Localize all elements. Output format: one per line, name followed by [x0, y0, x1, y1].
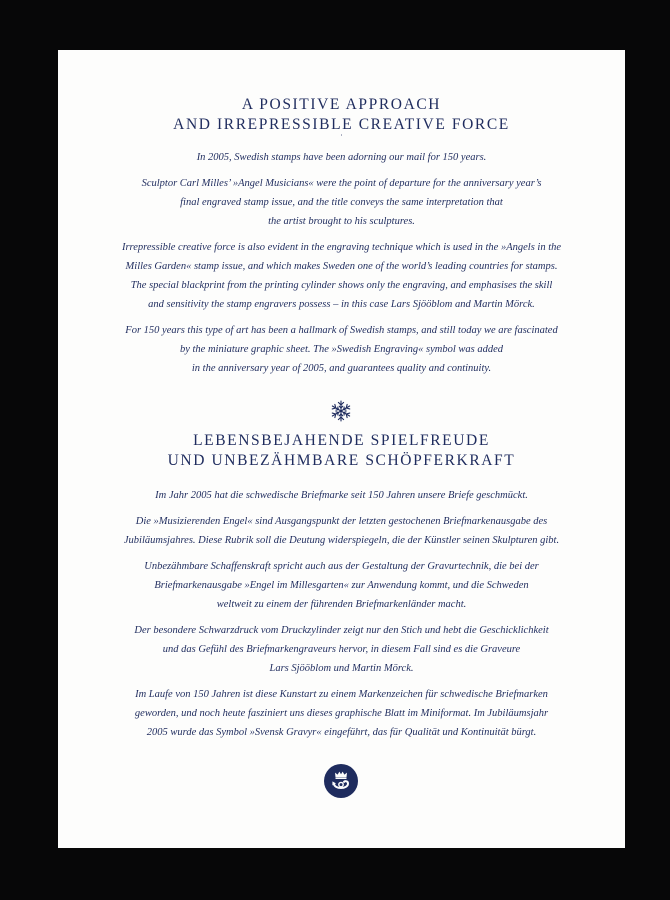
text-line: Lars Sjööblom und Martin Mörck.	[269, 663, 414, 674]
text-line: Sculptor Carl Milles’ »Angel Musicians« were the point of departure for the anniversary year’s	[141, 178, 542, 189]
posten-logo-icon	[324, 764, 358, 798]
text-line: Im Laufe von 150 Jahren ist diese Kunstart zu einem Markenzeichen für schwedische Briefmarken	[135, 689, 548, 700]
german-paragraph	[80, 486, 603, 505]
text-line: Die »Musizierenden Engel« sind Ausgangspunkt der letzten gestochenen Briefmarkenausgabe des	[135, 516, 548, 527]
english-title-line-2: AND IRREPRESSIBLE CREATIVE FORCE	[173, 116, 510, 133]
text-line: the artist brought to his sculptures.	[268, 216, 415, 227]
text-line: Jubiläumsjahres. Diese Rubrik soll die Deutung widerspiegeln, die der Künstler seinen Skulpturen gibt.	[123, 535, 560, 546]
text-line: and sensitivity the stamp engravers possess – in this case Lars Sjööblom and Martin Mörck.	[148, 299, 535, 310]
text-line: Irrepressible creative force is also evident in the engraving technique which is used in the »Angels in the	[121, 242, 562, 253]
text-line: in the anniversary year of 2005, and guarantees quality and continuity.	[191, 363, 492, 374]
text-line: The special blackprint from the printing cylinder shows only the engraving, and emphasises the skill	[130, 280, 553, 291]
german-title-line-1: LEBENSBEJAHENDE SPIELFREUDE	[193, 432, 490, 449]
text-line: Der besondere Schwarzdruck vom Druckzylinder zeigt nur den Stich und hebt die Geschicklichkeit	[134, 625, 549, 636]
separator-dot: ·	[340, 131, 343, 140]
text-line: For 150 years this type of art has been a hallmark of Swedish stamps, and still today we are fascinated	[125, 325, 558, 336]
english-title-line-1: A POSITIVE APPROACH	[241, 96, 442, 113]
info-card	[58, 50, 625, 848]
text-line: und das Gefühl des Briefmarkengraveurs hervor, in diesem Fall sind es die Graveure	[162, 644, 521, 655]
german-paragraph	[80, 621, 603, 678]
text-line: geworden, und noch heute fasziniert uns dieses graphische Blatt im Miniformat. Im Jubiläumsjahr	[134, 708, 549, 719]
english-paragraph	[80, 238, 603, 314]
text-line: Unbezähmbare Schaffenskraft spricht auch aus der Gestaltung der Gravurtechnik, die bei der	[144, 561, 539, 572]
english-title	[58, 95, 625, 135]
text-line: final engraved stamp issue, and the title conveys the same interpretation that	[180, 197, 503, 208]
german-paragraph	[80, 512, 603, 550]
english-paragraph	[80, 148, 603, 167]
german-title-line-2: UND UNBEZÄHMBARE SCHÖPFERKRAFT	[167, 452, 516, 469]
text-line: Im Jahr 2005 hat die schwedische Briefmarke seit 150 Jahren unsere Briefe geschmückt.	[155, 490, 528, 501]
english-paragraph	[80, 321, 603, 378]
german-paragraph	[80, 685, 603, 742]
english-text	[80, 148, 603, 385]
german-text	[80, 486, 603, 749]
english-paragraph	[80, 174, 603, 231]
text-line: Briefmarkenausgabe »Engel im Millesgarten« zur Anwendung kommt, und die Schweden	[154, 580, 529, 591]
text-line: Milles Garden« stamp issue, and which makes Sweden one of the world’s leading countries for stamps.	[125, 261, 558, 272]
snowflake-icon	[329, 399, 353, 423]
text-line: In 2005, Swedish stamps have been adorning our mail for 150 years.	[196, 152, 487, 163]
german-paragraph	[80, 557, 603, 614]
text-line: by the miniature graphic sheet. The »Swedish Engraving« symbol was added	[179, 344, 504, 355]
text-line: weltweit zu einem der führenden Briefmarkenländer macht.	[216, 599, 467, 610]
german-title	[58, 431, 625, 471]
text-line: 2005 wurde das Symbol »Svensk Gravyr« eingeführt, das für Qualität und Kontinuität bürgt.	[146, 727, 537, 738]
